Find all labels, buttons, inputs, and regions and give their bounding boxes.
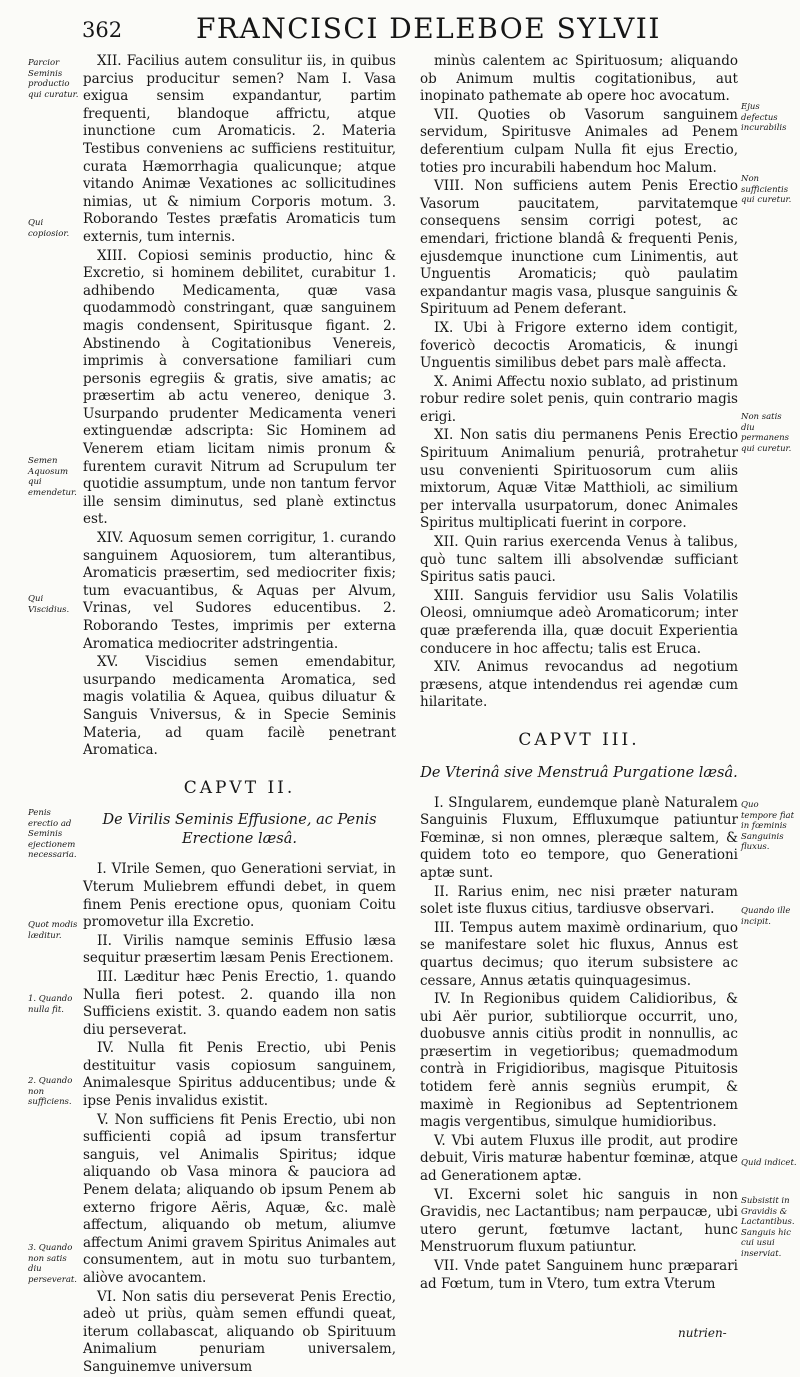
margin-note: Subsistit in Gravidis & Lactantibus. Sanguis hic cui usui inserviat. xyxy=(741,1196,795,1259)
paragraph: XIII. Sanguis fervidior usu Salis Volatilis Oleosi, omniumque adeò Aromaticorum; inter quæ præferenda illa, quæ docuit Experientia conducere in hoc affectu; talis est Eruca. xyxy=(420,587,738,657)
chapter-heading: CAPVT III. xyxy=(518,729,640,750)
margin-note: Quando ille incipit. xyxy=(741,906,791,927)
paragraph: III. Læditur hæc Penis Erectio, 1. quando Nulla fieri potest. 2. quando illa non Sufficiens existit. 3. quando eadem non satis diu perseverat. xyxy=(83,968,396,1038)
paragraph: VI. Excerni solet hic sanguis in non Gravidis, nec Lactantibus; nam perpaucæ, ubi utero gerunt, fœtumve lactant, hunc Menstruorum fluxum patiuntur. xyxy=(420,1186,738,1256)
paragraph: I. SIngularem, eundemque planè Naturalem Sanguinis Fluxum, Effluxumque patiuntur Fœminæ, si non omnes, pleræque saltem, & quidem toto eo tempore, quo Generationi aptæ sunt. xyxy=(420,794,738,881)
paragraph: I. VIrile Semen, quo Generationi serviat, in Vterum Muliebrem effundi debet, in quem finem Penis erectione opus, quoniam Coitu promovetur illa Excretio. xyxy=(83,861,396,931)
paragraph: IX. Ubi à Frigore externo idem contigit, fovericò decoctis Aromaticis, & inungi Unguentis similibus debet pars malè affecta. xyxy=(420,319,738,372)
paragraph: III. Tempus autem maximè ordinarium, quo se manifestare solet hic fluxus, Annus est quartus decimus; quo iterum subsistere ac cessare, Annus ætatis quinquagesimus. xyxy=(420,919,738,989)
paragraph: minùs calentem ac Spirituosum; aliquando ob Animum multis cogitationibus, aut inopinato pathemate ab opere hoc avocatum. xyxy=(420,53,738,105)
left-text-column xyxy=(83,53,396,1375)
margin-note: Penis erectio ad Seminis ejectionem necessaria. xyxy=(28,808,77,860)
paragraph: II. Virilis namque seminis Effusio læsa sequitur præsertim læsam Penis Erectionem. xyxy=(83,932,396,967)
paragraph: XIII. Copiosi seminis productio, hinc & Excretio, si hominem debilitet, curabitur 1. adhibendo Medicamenta, quæ vasa quodammodò constringant, quæ sanguinem magis condensent, Spiritusque figant. 2. Abstinendo à Cogitationibus Venereis, imprimis à conversatione familiari cum personis egregiis & gratis, sive amatis; ac præsertim ab actu venereo, denique 3. Usurpando prudenter Medicamenta veneri extinguendæ adscripta: Sic Hominem ad Venerem etiam licitam nimis pronum & furentem curavit Nitrum ad Scrupulum ter quotidie assumptum, unde non tantum fervor ille sensim diminutus, sed planè extinctus est. xyxy=(83,247,396,528)
paragraph: VIII. Non sufficiens autem Penis Erectio Vasorum paucitatem, parvitatemque consequens sensim corrigi potest, ac emendari, frictione blandâ & frequenti Penis, ejusdemque inunctione cum Linimentis, aut Unguentis Aromaticis; quò paulatim expandantur magis vasa, plusque sanguinis & Spirituum ad Penem deferant. xyxy=(420,178,738,318)
catchword: nutrien- xyxy=(678,1326,727,1340)
margin-note: Non satis diu permanens qui curetur. xyxy=(741,412,792,454)
page-number: 362 xyxy=(82,18,123,42)
paragraph: VI. Non satis diu perseverat Penis Erectio, adeò ut priùs, quàm semen effundi queat, iterum collabascat, aliquando ob Spirituum Animalium penuriam universalem, Sanguinemve universum xyxy=(83,1288,396,1375)
margin-note: Quot modis læditur. xyxy=(28,920,78,941)
margin-note: Parcior Seminis productio qui curatur. xyxy=(28,58,79,100)
paragraph: II. Rarius enim, nec nisi præter naturam solet iste fluxus citius, tardiusve observari. xyxy=(420,883,738,918)
paragraph: V. Non sufficiens fit Penis Erectio, ubi non sufficienti copiâ ad ipsum transfertur sanguis, vel Animalis Spiritus; idque aliquando ob Vasa minora & pauciora ad Penem delata; aliquando ob ipsum Penem ab externo frigore Aëris, Aquæ, &c. malè affectum, aliquando ob metum, aliumve affectum Animi gravem Spiritus Animales aut consumentem, aut in motu suo turbantem, aliòve avocantem. xyxy=(83,1111,396,1286)
paragraph: XII. Quin rarius exercenda Venus à talibus, quò tunc saltem illi absolvendæ sufficiant Spiritus satis pauci. xyxy=(420,534,738,586)
paragraph: XI. Non satis diu permanens Penis Erectio Spirituum Animalium penuriâ, protrahetur usu convenienti Spirituosorum cum aliis mixtorum, Aquæ Vitæ Matthioli, ac similium per intervalla usurpatorum, donec Animales Spiritus multiplicati fuerint in corpore. xyxy=(420,427,738,532)
paragraph: V. Vbi autem Fluxus ille prodit, aut prodire debuit, Viris maturæ habentur fœminæ, atque ad Generationem aptæ. xyxy=(420,1132,738,1185)
paragraph: X. Animi Affectu noxio sublato, ad pristinum robur redire solet penis, quin contrario magis erigi. xyxy=(420,373,738,425)
margin-note: Ejus defectus incurabilis xyxy=(741,102,787,133)
margin-note: Non sufficientis qui curetur. xyxy=(741,174,792,205)
paragraph: IV. Nulla fit Penis Erectio, ubi Penis destituitur vasis copiosum sanguinem, Animalesque Spiritus adducentibus; unde & ipse Penis invalidus existit. xyxy=(83,1040,396,1110)
chapter-title: De Virilis Seminis Effusione, ac Penis Erectione læsâ. xyxy=(102,812,377,848)
paragraph: XIV. Aquosum semen corrigitur, 1. curando sanguinem Aquosiorem, tum alterantibus, Aromaticis præsertim, sed mediocriter fixis; tum evacuantibus, & Aquas per Alvum, Vrinas, vel Sudores educentibus. 2. Roborando Testes, imprimis per externa Aromatica mediocriter adstringentia. xyxy=(83,530,396,652)
right-text-column xyxy=(420,53,738,1325)
chapter-title: De Vterinâ sive Menstruâ Purgatione læsâ. xyxy=(420,764,738,781)
margin-note: Quid indicet. xyxy=(741,1158,797,1168)
margin-note: Semen Aquosum qui emendetur. xyxy=(28,456,77,498)
margin-note: 3. Quando non satis diu perseverat. xyxy=(28,1243,78,1285)
paragraph: IV. In Regionibus quidem Calidioribus, & ubi Aër purior, subtiliorque occurrit, uno, duobusve annis citiùs prodit in nonnullis, ac præsertim in vegetioribus; quemadmodum contrà in Frigidioribus, magisque Pituitosis totidem ferè annis segniùs erumpit, & maximè in Regionibus ad Septentrionem magis vergentibus, simulque humidioribus. xyxy=(420,991,738,1131)
paragraph: XII. Facilius autem consulitur iis, in quibus parcius producitur semen? Nam I. Vasa exigua sensim expandantur, partim frequenti, blandoque affrictu, atque inunctione cum Aromaticis. 2. Materia Testibus conveniens ac sufficiens restituitur, curata Hæmorrhagia qualicunque; atque vitando Animæ Vexationes ac sollicitudines nimias, ut & nimium Corporis motum. 3. Roborando Testes præfatis Aromaticis tum externis, tum internis. xyxy=(83,53,396,245)
paragraph: VII. Quoties ob Vasorum sanguinem servidum, Spiritusve Animales ad Penem deferentium culpam Nulla fit ejus Erectio, toties pro incurabili habendum hoc Malum. xyxy=(420,106,738,176)
chapter-heading: CAPVT II. xyxy=(183,777,296,798)
margin-note: Qui copiosior. xyxy=(28,218,70,239)
margin-note: 1. Quando nulla fit. xyxy=(28,994,73,1015)
paragraph: XV. Viscidius semen emendabitur, usurpando medicamenta Aromatica, sed magis volatilia & Aquea, quibus diluatur & Sanguis Vniversus, & in Specie Seminis Materia, ad quam facilè penetrant Aromatica. xyxy=(83,654,396,759)
paragraph: VII. Vnde patet Sanguinem hunc præparari ad Fœtum, tum in Vtero, tum extra Vterum xyxy=(420,1258,738,1292)
margin-note: Qui Viscidius. xyxy=(28,594,70,615)
paragraph: XIV. Animus revocandus ad negotium præsens, atque intendendus rei agendæ cum hilaritate. xyxy=(420,659,738,711)
margin-note: Quo tempore fiat in fœminis Sanguinis fluxus. xyxy=(741,800,795,852)
margin-note: 2. Quando non sufficiens. xyxy=(28,1076,73,1107)
running-title: FRANCISCI DELEBOE SYLVII xyxy=(196,12,661,45)
